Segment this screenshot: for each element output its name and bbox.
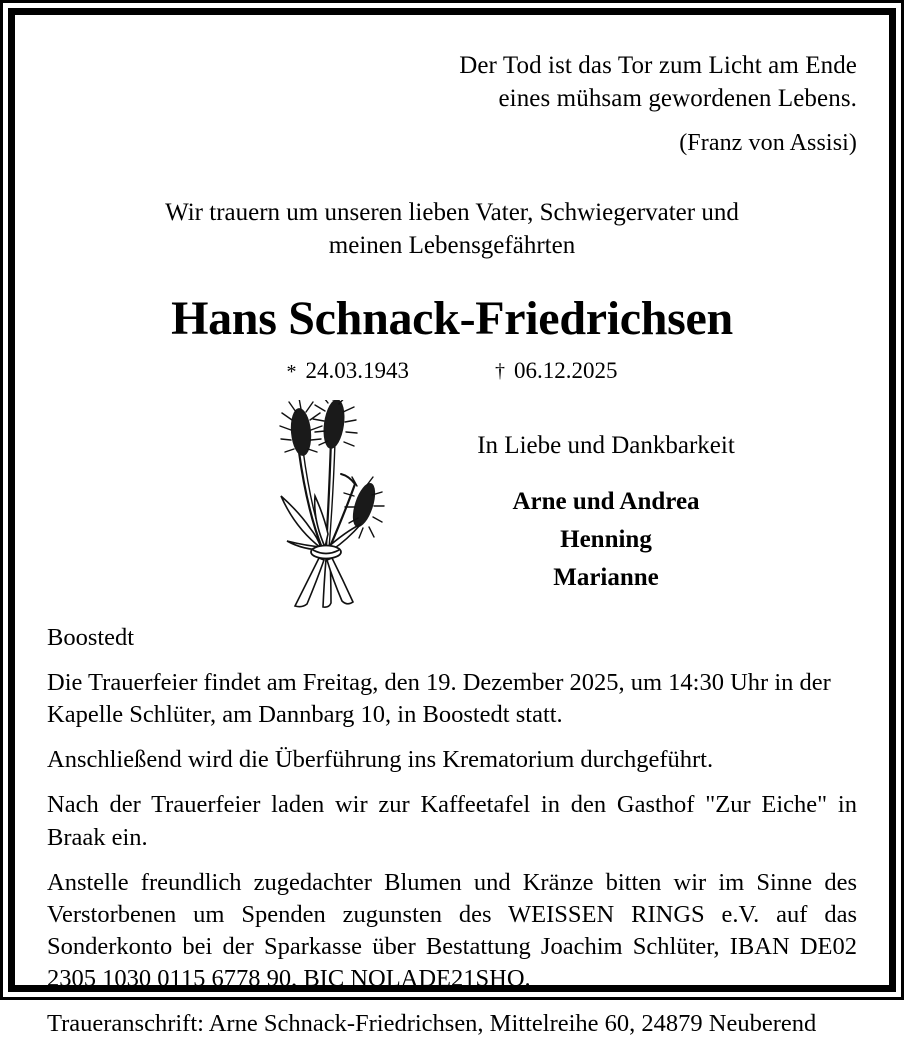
ceremony-text: Die Trauerfeier findet am Freitag, den 19. Dezember 2025, um 14:30 Uhr in der Kapelle Schlüter, am Dannbarg 10, in Boostedt statt. <box>47 669 831 729</box>
cremation-text: Anschließend wird die Überführung ins Krematorium durchgeführt. <box>47 746 714 774</box>
details-block <box>47 622 857 1040</box>
family-lead-text: In Liebe und Dankbarkeit <box>477 432 735 460</box>
family-member: Marianne <box>553 564 659 592</box>
intro-block <box>47 196 857 262</box>
illustration-and-family <box>47 400 857 618</box>
birth-date-value: 24.03.1943 <box>305 358 409 384</box>
death-cross-icon: † <box>495 360 505 383</box>
quote-line-1: Der Tod ist das Tor zum Licht am Ende <box>459 52 857 79</box>
family-names <box>461 483 751 598</box>
wheat-sheaf-icon <box>269 400 389 612</box>
death-date-item <box>495 358 618 384</box>
death-date-value: 06.12.2025 <box>514 358 618 384</box>
birth-date-item <box>287 358 410 384</box>
intro-line-2: meinen Lebensgefährten <box>328 231 576 259</box>
quote-author: (Franz von Assisi) <box>679 130 857 156</box>
intro-line-1: Wir trauern um unseren lieben Vater, Schwiegervater und <box>165 198 739 226</box>
family-block <box>461 430 751 597</box>
donations-text: Anstelle freundlich zugedachter Blumen und Kränze bitten wir im Sinne des Verstorbenen um Spenden zugunsten des WEISSEN RINGS e.V. auf das Sonderkonto bei der Sparkasse über Bestattung Joachim Schlüter, IBAN DE02 2305 1030 0115 6778 90, BIC NOLADE21SHO. <box>47 868 857 992</box>
birth-star-icon: * <box>286 361 297 384</box>
deceased-name: Hans Schnack-Friedrichsen <box>171 291 733 345</box>
dates-row <box>47 358 857 384</box>
place-line: Boostedt <box>47 624 135 652</box>
family-member: Henning <box>560 525 652 553</box>
mourning-address: Traueranschrift: Arne Schnack-Friedrichsen, Mittelreihe 60, 24879 Neuberend <box>47 1010 817 1037</box>
reception-text: Nach der Trauerfeier laden wir zur Kaffeetafel in den Gasthof "Zur Eiche" in Braak ein. <box>47 791 857 851</box>
quote-line-2: eines mühsam gewordenen Lebens. <box>498 85 857 112</box>
quote-block <box>47 49 857 160</box>
obituary-frame-inner <box>8 8 896 1037</box>
family-member: Arne und Andrea <box>512 487 700 515</box>
